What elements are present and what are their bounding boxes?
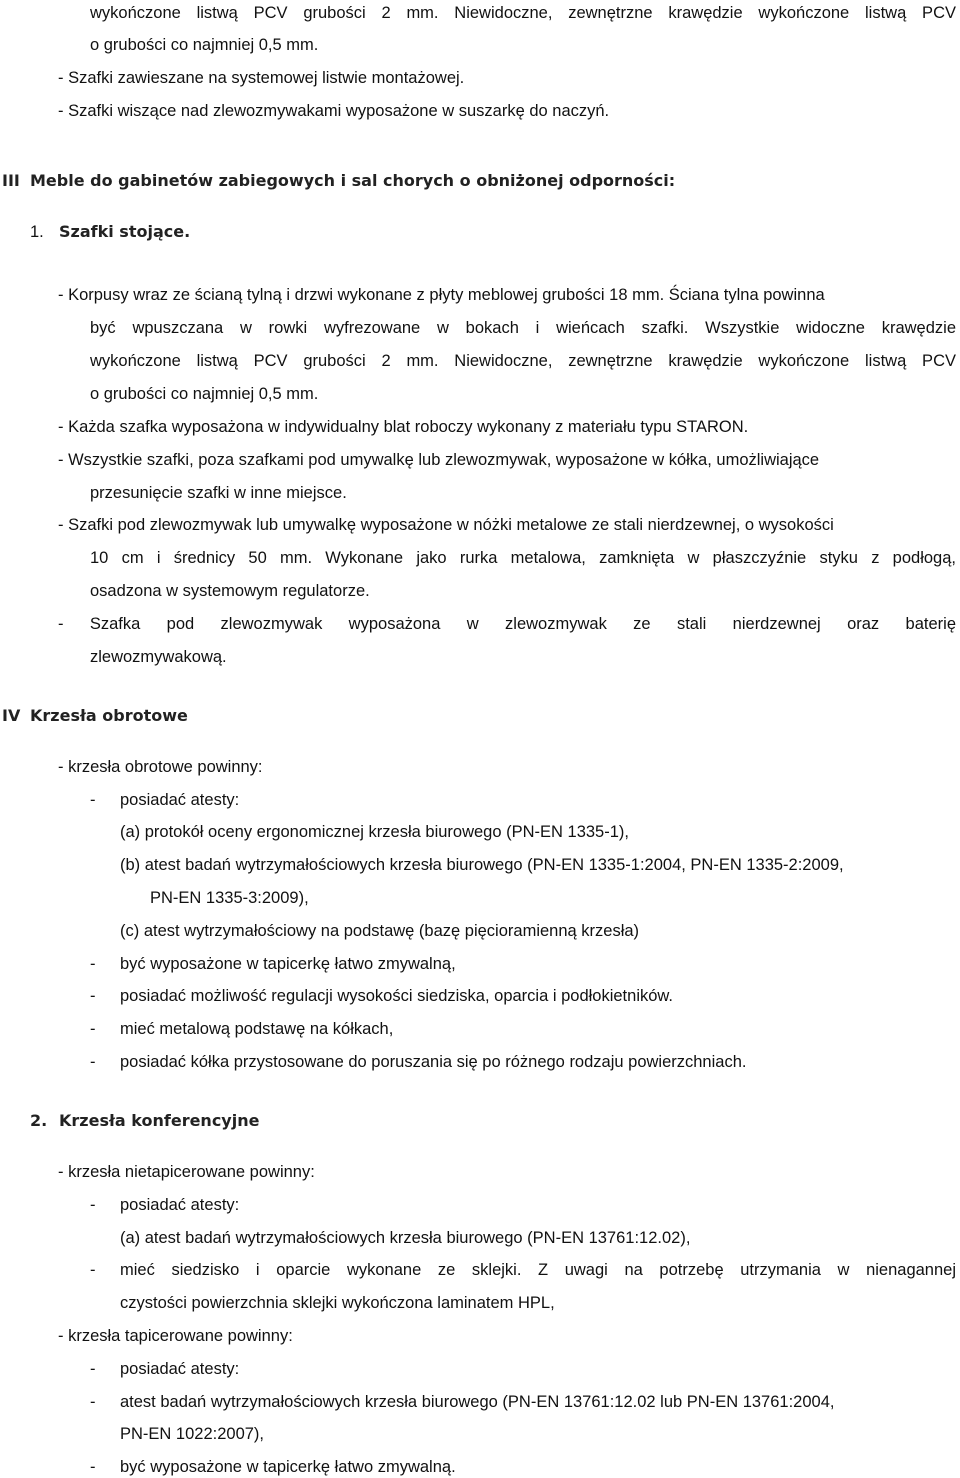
- list-item: posiadać atesty:: [120, 1360, 240, 1378]
- paragraph-line: PN-EN 1335-3:2009),: [150, 889, 309, 907]
- list-item: - Każda szafka wyposażona w indywidualny blat roboczy wykonany z materiału typu STARON.: [58, 418, 749, 436]
- list-item: (b) atest badań wytrzymałościowych krzesła biurowego (PN-EN 1335-1:2004, PN-EN 1335-2:2009,: [120, 856, 844, 874]
- paragraph-line: PN-EN 1022:2007),: [120, 1425, 264, 1443]
- section-heading: Meble do gabinetów zabiegowych i sal chorych o obniżonej odporności:: [30, 171, 676, 190]
- list-item: - Korpusy wraz ze ścianą tylną i drzwi wykonane z płyty meblowej grubości 18 mm. Ściana tylna powinna: [58, 286, 825, 304]
- subsection-number: 1.: [30, 223, 44, 241]
- list-item: być wyposażone w tapicerkę łatwo zmywalną,: [120, 955, 456, 973]
- list-item: być wyposażone w tapicerkę łatwo zmywalną.: [120, 1458, 456, 1476]
- dash-bullet: -: [90, 1196, 96, 1214]
- dash-bullet: -: [90, 987, 96, 1005]
- list-item: - Szafki wiszące nad zlewozmywakami wyposażone w suszarkę do naczyń.: [58, 102, 610, 120]
- list-item: mieć siedzisko i oparcie wykonane ze sklejki. Z uwagi na potrzebę utrzymania w nienagannej: [120, 1261, 956, 1279]
- paragraph-line: o grubości co najmniej 0,5 mm.: [90, 385, 319, 403]
- section-heading: Krzesła obrotowe: [30, 706, 188, 725]
- section-number: IV: [2, 706, 21, 725]
- subsection-heading: Szafki stojące.: [59, 222, 191, 241]
- list-item: posiadać atesty:: [120, 1196, 240, 1214]
- list-item: (c) atest wytrzymałościowy na podstawę (bazę pięcioramienną krzesła): [120, 922, 640, 940]
- list-item: - krzesła nietapicerowane powinny:: [58, 1163, 315, 1181]
- list-item: (a) atest badań wytrzymałościowych krzesła biurowego (PN-EN 13761:12.02),: [120, 1229, 691, 1247]
- dash-bullet: -: [90, 791, 96, 809]
- dash-bullet: -: [90, 1360, 96, 1378]
- dash-bullet: -: [90, 1261, 96, 1279]
- list-item: - Szafki zawieszane na systemowej listwie montażowej.: [58, 69, 465, 87]
- list-item: - Szafka pod zlewozmywak wyposażona w zlewozmywak ze stali nierdzewnej oraz baterię: [58, 615, 956, 633]
- paragraph-line: wykończone listwą PCV grubości 2 mm. Niewidoczne, zewnętrzne krawędzie wykończone listwą PCV: [90, 4, 956, 22]
- list-item: posiadać kółka przystosowane do poruszania się po różnego rodzaju powierzchniach.: [120, 1053, 747, 1071]
- list-item: posiadać atesty:: [120, 791, 240, 809]
- list-item: posiadać możliwość regulacji wysokości siedziska, oparcia i podłokietników.: [120, 987, 673, 1005]
- subsection-number: 2.: [30, 1111, 48, 1130]
- paragraph-line: być wpuszczana w rowki wyfrezowane w bokach i wieńcach szafki. Wszystkie widoczne krawędzie: [90, 319, 956, 337]
- list-item: - Szafki pod zlewozmywak lub umywalkę wyposażone w nóżki metalowe ze stali nierdzewnej, o wysokości: [58, 516, 834, 534]
- paragraph-line: 10 cm i średnicy 50 mm. Wykonane jako rurka metalowa, zamknięta w płaszczyźnie styku z podłogą,: [90, 549, 956, 567]
- paragraph-line: o grubości co najmniej 0,5 mm.: [90, 36, 319, 54]
- list-item: - krzesła tapicerowane powinny:: [58, 1327, 293, 1345]
- list-item: - Wszystkie szafki, poza szafkami pod umywalkę lub zlewozmywak, wyposażone w kółka, umożliwiające: [58, 451, 820, 469]
- list-item: mieć metalową podstawę na kółkach,: [120, 1020, 394, 1038]
- section-number: III: [2, 171, 20, 190]
- dash-bullet: -: [90, 1053, 96, 1071]
- list-item: (a) protokół oceny ergonomicznej krzesła biurowego (PN-EN 1335-1),: [120, 823, 629, 841]
- list-item: atest badań wytrzymałościowych krzesła biurowego (PN-EN 13761:12.02 lub PN-EN 13761:2004,: [120, 1393, 835, 1411]
- paragraph-line: przesunięcie szafki w inne miejsce.: [90, 484, 347, 502]
- dash-bullet: -: [90, 1020, 96, 1038]
- paragraph-line: osadzona w systemowym regulatorze.: [90, 582, 370, 600]
- list-item: - krzesła obrotowe powinny:: [58, 758, 263, 776]
- dash-bullet: -: [90, 1458, 96, 1476]
- paragraph-line: czystości powierzchnia sklejki wykończona laminatem HPL,: [120, 1294, 555, 1312]
- dash-bullet: -: [90, 1393, 96, 1411]
- paragraph-line: zlewozmywakową.: [90, 648, 227, 666]
- subsection-heading: Krzesła konferencyjne: [59, 1111, 260, 1130]
- paragraph-line: wykończone listwą PCV grubości 2 mm. Niewidoczne, zewnętrzne krawędzie wykończone listwą PCV: [90, 352, 956, 370]
- dash-bullet: -: [90, 955, 96, 973]
